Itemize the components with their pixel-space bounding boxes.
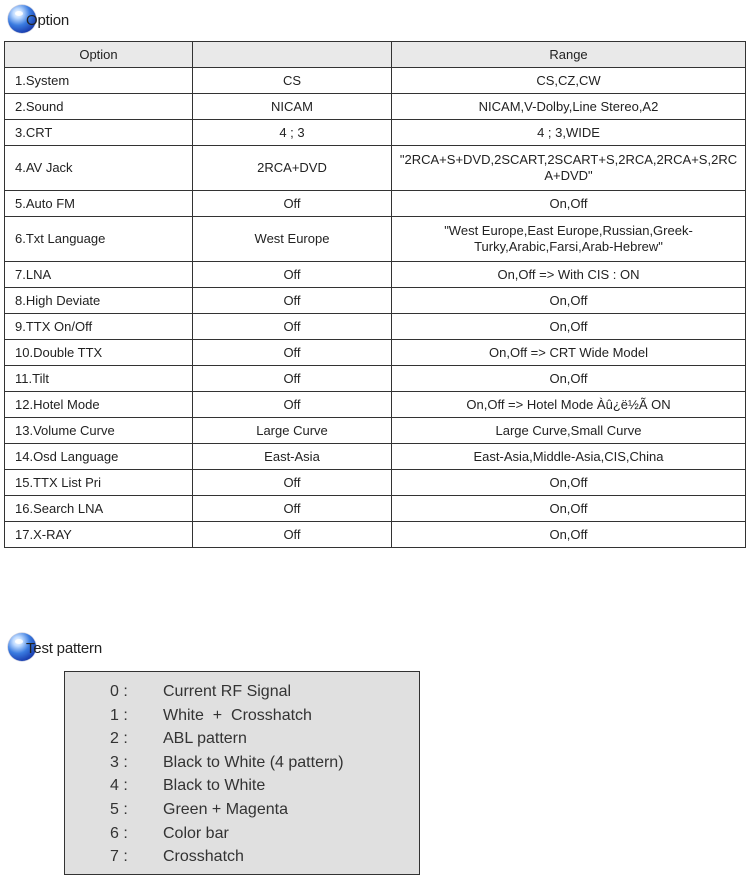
- range-cell: Large Curve,Small Curve: [392, 418, 746, 444]
- pattern-label: Crosshatch: [163, 848, 244, 865]
- range-cell: On,Off: [392, 470, 746, 496]
- pattern-label: Black to White: [163, 777, 266, 794]
- test-pattern-section-header: [8, 632, 102, 662]
- option-cell: 5.Auto FM: [5, 191, 193, 217]
- option-cell: 9.TTX On/Off: [5, 314, 193, 340]
- table-row: [5, 366, 746, 392]
- option-cell: 4.AV Jack: [5, 146, 193, 191]
- range-cell: On,Off: [392, 288, 746, 314]
- value-cell: Off: [193, 340, 392, 366]
- value-cell: NICAM: [193, 94, 392, 120]
- table-row: [5, 68, 746, 94]
- table-row: [5, 120, 746, 146]
- value-cell: 2RCA+DVD: [193, 146, 392, 191]
- table-row: [5, 470, 746, 496]
- option-cell: 7.LNA: [5, 262, 193, 288]
- pattern-number: 0 :: [110, 683, 128, 700]
- pattern-number: 1 :: [110, 707, 128, 724]
- value-cell: Off: [193, 366, 392, 392]
- option-cell: 14.Osd Language: [5, 444, 193, 470]
- pattern-label: Green + Magenta: [163, 801, 288, 818]
- range-cell: On,Off: [392, 191, 746, 217]
- option-table: [4, 41, 746, 548]
- table-row: [5, 217, 746, 262]
- pattern-label: Black to White (4 pattern): [163, 754, 344, 771]
- pattern-number: 6 :: [110, 825, 128, 842]
- option-cell: 17.X-RAY: [5, 522, 193, 548]
- pattern-label: White + Crosshatch: [163, 707, 312, 724]
- table-row: [5, 314, 746, 340]
- range-cell: "2RCA+S+DVD,2SCART,2SCART+S,2RCA,2RCA+S,2RCA+DVD": [392, 146, 746, 191]
- option-cell: 3.CRT: [5, 120, 193, 146]
- pattern-number: 5 :: [110, 801, 128, 818]
- value-cell: CS: [193, 68, 392, 94]
- list-item: [65, 680, 419, 703]
- list-item: [65, 704, 419, 727]
- range-cell: On,Off: [392, 314, 746, 340]
- option-table-header-row: [5, 42, 746, 68]
- range-cell: On,Off => CRT Wide Model: [392, 340, 746, 366]
- table-row: [5, 444, 746, 470]
- pattern-number: 7 :: [110, 848, 128, 865]
- option-cell: 15.TTX List Pri: [5, 470, 193, 496]
- option-cell: 16.Search LNA: [5, 496, 193, 522]
- list-item: [65, 822, 419, 845]
- table-row: [5, 496, 746, 522]
- value-cell: Off: [193, 470, 392, 496]
- table-row: [5, 392, 746, 418]
- list-item: [65, 751, 419, 774]
- range-cell: 4 ; 3,WIDE: [392, 120, 746, 146]
- list-item: [65, 798, 419, 821]
- range-cell: On,Off: [392, 366, 746, 392]
- option-cell: 11.Tilt: [5, 366, 193, 392]
- table-row: [5, 340, 746, 366]
- header-option: Option: [5, 42, 193, 68]
- value-cell: Off: [193, 496, 392, 522]
- pattern-number: 3 :: [110, 754, 128, 771]
- value-cell: Off: [193, 191, 392, 217]
- value-cell: Off: [193, 314, 392, 340]
- test-pattern-section-title: Test pattern: [26, 639, 102, 657]
- range-cell: On,Off => Hotel Mode Àû¿ë½Ã ON: [392, 392, 746, 418]
- table-row: [5, 418, 746, 444]
- table-row: [5, 522, 746, 548]
- table-row: [5, 288, 746, 314]
- range-cell: On,Off => With CIS : ON: [392, 262, 746, 288]
- header-value: [193, 42, 392, 68]
- list-item: [65, 774, 419, 797]
- value-cell: East-Asia: [193, 444, 392, 470]
- option-section-header: [8, 4, 69, 34]
- pattern-number: 2 :: [110, 730, 128, 747]
- table-row: [5, 94, 746, 120]
- header-range: Range: [392, 42, 746, 68]
- list-item: [65, 845, 419, 868]
- table-row: [5, 146, 746, 191]
- option-cell: 2.Sound: [5, 94, 193, 120]
- value-cell: West Europe: [193, 217, 392, 262]
- pattern-label: Current RF Signal: [163, 683, 292, 700]
- option-cell: 1.System: [5, 68, 193, 94]
- range-cell: CS,CZ,CW: [392, 68, 746, 94]
- value-cell: Large Curve: [193, 418, 392, 444]
- table-row: [5, 262, 746, 288]
- list-item: [65, 727, 419, 750]
- value-cell: Off: [193, 262, 392, 288]
- test-pattern-list: [64, 671, 420, 875]
- range-cell: On,Off: [392, 496, 746, 522]
- option-cell: 6.Txt Language: [5, 217, 193, 262]
- option-cell: 12.Hotel Mode: [5, 392, 193, 418]
- pattern-label: Color bar: [163, 825, 229, 842]
- range-cell: "West Europe,East Europe,Russian,Greek-Turky,Arabic,Farsi,Arab-Hebrew": [392, 217, 746, 262]
- value-cell: Off: [193, 288, 392, 314]
- option-section-title: Option: [26, 11, 69, 29]
- value-cell: 4 ; 3: [193, 120, 392, 146]
- option-cell: 8.High Deviate: [5, 288, 193, 314]
- value-cell: Off: [193, 522, 392, 548]
- range-cell: NICAM,V-Dolby,Line Stereo,A2: [392, 94, 746, 120]
- pattern-number: 4 :: [110, 777, 128, 794]
- pattern-label: ABL pattern: [163, 730, 247, 747]
- option-cell: 10.Double TTX: [5, 340, 193, 366]
- value-cell: Off: [193, 392, 392, 418]
- option-cell: 13.Volume Curve: [5, 418, 193, 444]
- range-cell: East-Asia,Middle-Asia,CIS,China: [392, 444, 746, 470]
- table-row: [5, 191, 746, 217]
- range-cell: On,Off: [392, 522, 746, 548]
